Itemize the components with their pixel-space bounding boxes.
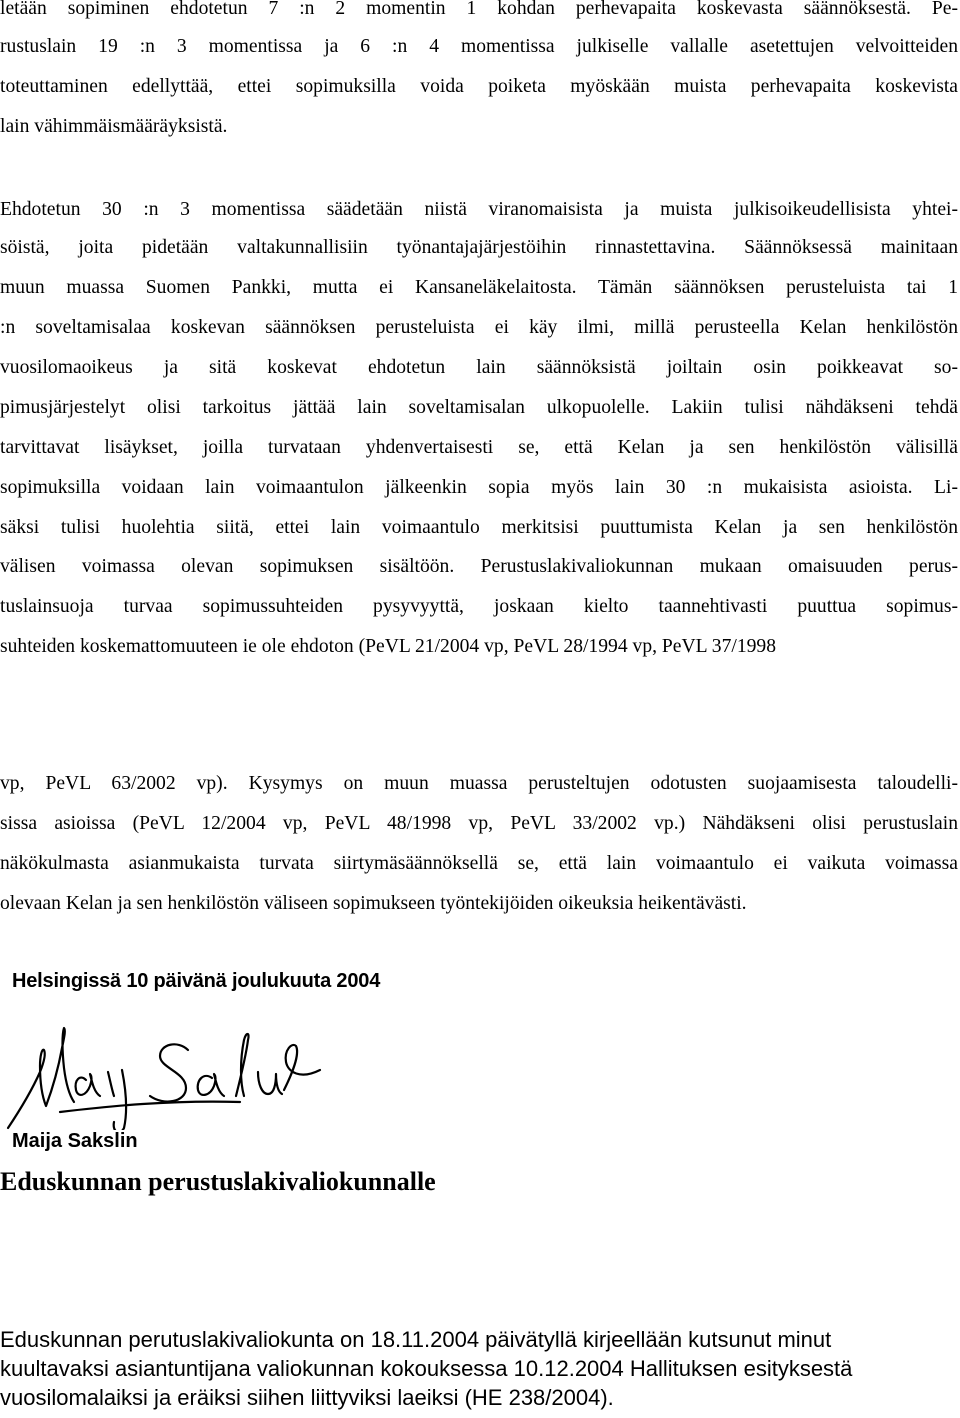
signature-block [0, 960, 440, 1160]
text-line: välisen voimassa olevan sopimuksen sisältöön. Perustuslakivaliokunnan mukaan omaisuuden perus- [0, 556, 958, 577]
text-line: kuultavaksi asiantuntijana valiokunnan kokouksessa 10.12.2004 Hallituksen esityksestä [0, 1356, 853, 1381]
signer-name: Maija Sakslin [12, 1130, 138, 1152]
text-line: Eduskunnan perutuslakivaliokunta on 18.11.2004 päivätyllä kirjeellään kutsunut minut [0, 1327, 832, 1352]
signature-place-date: Helsingissä 10 päivänä joulukuuta 2004 [12, 970, 381, 992]
handwritten-signature [0, 1010, 420, 1130]
text-line: näkökulmasta asianmukaista turvata siirtymäsäännöksellä se, että lain voimaantulo ei vaikuta voimassa [0, 853, 958, 874]
text-line: säksi tulisi huolehtia siitä, ettei lain voimaantulo merkitsisi puuttumista Kelan ja sen henkilöstön [0, 517, 958, 538]
text-line: söistä, joita pidetään valtakunnallisiin työnantajajärjestöihin rinnastettavina. Säännöksessä mainitaan [0, 237, 958, 258]
text-line: olevaan Kelan ja sen henkilöstön väliseen sopimukseen työntekijöiden oikeuksia heikentävästi. [0, 893, 747, 914]
text-line: sissa asioissa (PeVL 12/2004 vp, PeVL 48/1998 vp, PeVL 33/2002 vp.) Nähdäkseni olisi perustuslain [0, 813, 958, 834]
text-line: tarvittavat lisäykset, joilla turvataan yhdenvertaisesti se, että Kelan ja sen henkilöstön välisillä [0, 437, 958, 458]
text-line: lain vähimmäismääräyksistä. [0, 116, 228, 137]
text-line: vuosilomalaiksi ja eräiksi siihen liittyviksi laeiksi (HE 238/2004). [0, 1385, 614, 1410]
text-line: pimusjärjestelyt olisi tarkoitus jättää lain soveltamisalan ulkopuolelle. Lakiin tulisi nähdäkseni tehdä [0, 397, 958, 418]
text-line: sopimuksilla voidaan lain voimaantulon jälkeenkin sopia myös lain 30 :n mukaisista asioista. Li- [0, 477, 958, 498]
text-line: vuosilomaoikeus ja sitä koskevat ehdotetun lain säännöksistä joiltain osin poikkeavat so- [0, 357, 958, 378]
text-line: toteuttaminen edellyttää, ettei sopimuksilla voida poiketa myöskään muista perhevapaita koskevista [0, 76, 958, 97]
text-line: rustuslain 19 :n 3 momentissa ja 6 :n 4 momentissa julkiselle vallalle asetettujen velvoitteiden [0, 36, 958, 57]
text-line: tuslainsuoja turvaa sopimussuhteiden pysyvyyttä, joskaan kielto taannehtivasti puuttua sopimus- [0, 596, 958, 617]
text-line: Ehdotetun 30 :n 3 momentissa säädetään niistä viranomaisista ja muista julkisoikeudellisista yhtei- [0, 199, 958, 220]
text-line: muun muassa Suomen Pankki, mutta ei Kansaneläkelaitosta. Tämän säännöksen perusteluista tai 1 [0, 277, 958, 298]
recipient-heading: Eduskunnan perustuslakivaliokunnalle [0, 1167, 436, 1196]
text-line: :n soveltamisalaa koskevan säännöksen perusteluista ei käy ilmi, millä perusteella Kelan henkilöstön [0, 317, 958, 338]
text-line: letään sopiminen ehdotetun 7 :n 2 momentin 1 kohdan perhevapaita koskevasta säännöksestä. Pe- [0, 0, 958, 19]
text-line: vp, PeVL 63/2002 vp). Kysymys on muun muassa perusteltujen odotusten suojaamisesta taloudelli- [0, 773, 958, 794]
text-line: suhteiden koskemattomuuteen ie ole ehdoton (PeVL 21/2004 vp, PeVL 28/1994 vp, PeVL 37/1998 [0, 636, 777, 657]
